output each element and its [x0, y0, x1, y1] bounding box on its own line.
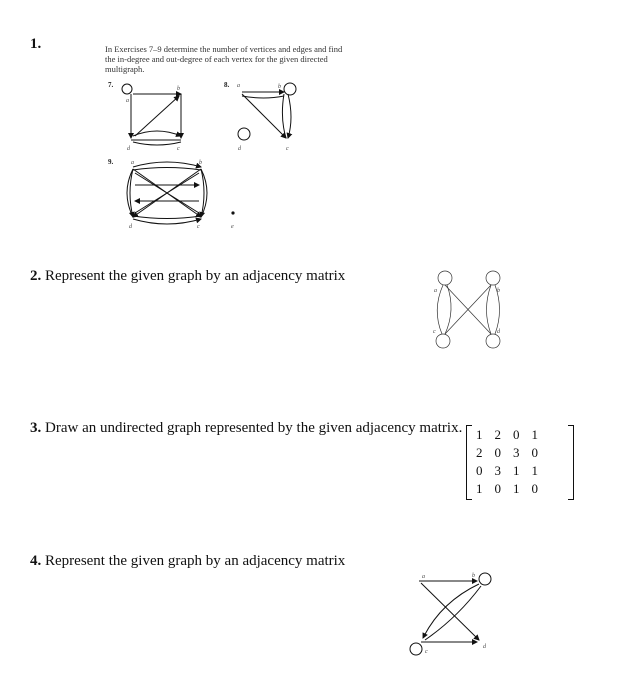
q2-label-a: a — [434, 288, 437, 294]
matrix-cell: 1 — [476, 427, 483, 442]
q2-label-b: b — [497, 288, 500, 294]
ex7-label-d: d — [127, 146, 130, 152]
matrix-cell: 1 — [513, 463, 520, 478]
ex9-edge-dc1 — [133, 219, 201, 224]
ex9-label-a: a — [131, 160, 134, 166]
matrix-cell: 0 — [513, 427, 520, 442]
ex8-label-b: b — [278, 84, 281, 90]
q4-loop-c — [410, 643, 422, 655]
ex8-label-a: a — [237, 83, 240, 89]
q2-label-d: d — [497, 329, 500, 335]
ex7-loop-a — [122, 84, 132, 94]
ex9-label-e: e — [231, 224, 234, 230]
matrix-cell: 3 — [513, 445, 520, 460]
q4-label-c: c — [425, 649, 428, 655]
q4-label-b: b — [472, 573, 475, 579]
ex9-edge-dc2 — [133, 216, 201, 219]
matrix-cell: 0 — [531, 445, 538, 460]
q2-loop-c — [436, 334, 450, 348]
matrix-cell: 1 — [476, 481, 483, 496]
ex8-label-d: d — [238, 146, 241, 152]
matrix-right-bracket — [568, 425, 574, 500]
ex8-loop-b — [284, 83, 296, 95]
q2-edge-bd1 — [487, 285, 492, 334]
exercise-7-graph — [105, 78, 205, 158]
ex8-number: 8. — [224, 81, 230, 89]
q2-label-c: c — [433, 329, 436, 335]
ex8-edge-ab2 — [242, 96, 284, 98]
q1-number: 1. — [30, 36, 42, 52]
ex7-edge-curve2 — [133, 142, 181, 145]
q4-edge-ad — [421, 583, 479, 640]
matrix-cell: 2 — [476, 445, 483, 460]
q2-text: Represent the given graph by an adjacency matrix — [45, 268, 346, 284]
matrix-row — [470, 444, 544, 462]
q2-number: 2. — [30, 268, 42, 284]
ex8-edge-ac — [242, 94, 286, 138]
ex9-edge-ab1 — [133, 162, 201, 167]
q2-edge-ac2 — [445, 285, 451, 334]
ex7-edge-db — [135, 96, 179, 136]
ex9-vertex-e — [231, 211, 234, 214]
ex8-edge-bc2 — [288, 94, 291, 138]
exercise-8-graph — [224, 78, 304, 158]
ex8-label-c: c — [286, 146, 289, 152]
matrix-cell: 0 — [476, 463, 483, 478]
q2-loop-b — [486, 271, 500, 285]
q3-text: Draw an undirected graph represented by the given adjacency matrix. — [45, 420, 463, 436]
ex8-edge-bc1 — [282, 94, 286, 138]
q4-graph — [405, 568, 505, 658]
matrix-row — [470, 462, 544, 480]
matrix-row — [470, 426, 544, 444]
matrix-cell: 3 — [494, 463, 501, 478]
ex7-label-c: c — [177, 146, 180, 152]
ex9-number: 9. — [108, 158, 114, 166]
ex7-label-b: b — [177, 86, 180, 92]
ex7-number: 7. — [108, 81, 114, 89]
q3-prompt — [30, 420, 462, 437]
q4-number: 4. — [30, 553, 42, 569]
matrix-row — [470, 480, 544, 498]
matrix-cell: 1 — [513, 481, 520, 496]
q2-prompt — [30, 268, 345, 285]
ex9-label-b: b — [199, 160, 202, 166]
q2-graph — [428, 268, 518, 353]
matrix-cell: 2 — [494, 427, 501, 442]
q1-instructions: In Exercises 7–9 determine the number of vertices and edges and find the in-degree and out-degree of each vertex for the given directed multigraph. — [105, 44, 343, 74]
ex9-label-c: c — [197, 224, 200, 230]
q4-label-a: a — [422, 574, 425, 580]
matrix-cell: 0 — [531, 481, 538, 496]
q4-loop-b — [479, 573, 491, 585]
ex9-edge-ab2 — [133, 168, 201, 171]
q4-edge-bc2 — [425, 586, 481, 640]
q4-label-d: d — [483, 644, 486, 650]
exercise-9-graph — [105, 155, 255, 235]
ex7-label-a: a — [126, 98, 129, 104]
matrix-cell: 0 — [494, 481, 501, 496]
q2-loop-d — [486, 334, 500, 348]
q2-edge-ac1 — [437, 285, 443, 334]
ex9-label-d: d — [129, 224, 132, 230]
matrix-table — [470, 426, 544, 498]
q4-text: Represent the given graph by an adjacency matrix — [45, 553, 346, 569]
matrix-cell: 0 — [494, 445, 501, 460]
matrix-cell: 1 — [531, 463, 538, 478]
ex8-loop-d — [238, 128, 250, 140]
matrix-cell: 1 — [531, 427, 538, 442]
q2-loop-a — [438, 271, 452, 285]
q3-number: 3. — [30, 420, 42, 436]
q4-prompt — [30, 553, 345, 570]
q4-edge-bc1 — [423, 584, 479, 638]
